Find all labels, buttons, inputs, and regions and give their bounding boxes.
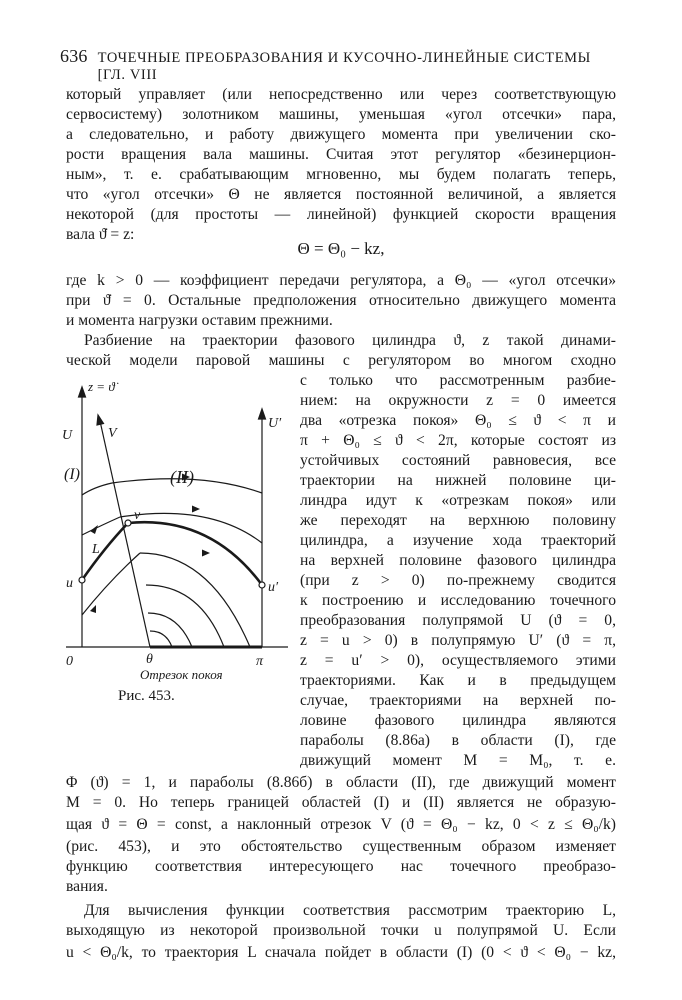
text-line: и момента нагрузки оставим прежними. — [66, 312, 333, 329]
point-v — [125, 520, 131, 526]
label-u-axis: U — [62, 428, 73, 443]
text-line: линдра идут к «отрезкам покоя» или — [300, 492, 616, 509]
v-segment — [100, 421, 150, 647]
text-line: ловине фазового цилиндра являются — [300, 712, 616, 729]
label-region-i: (I) — [64, 466, 80, 483]
trajectory — [150, 631, 172, 647]
text-line: траектории на нижней половине ци- — [300, 472, 616, 489]
text-line: щая ϑ = Θ = const, а наклонный отрезок V (ϑ = Θ₀ − kz, 0 < z ≤ Θ₀/k) — [66, 816, 616, 833]
v-arrow — [97, 415, 104, 425]
u-prime-arrow — [259, 409, 266, 419]
label-region-ii: (II) — [170, 467, 194, 487]
text-line: функцию соответствия интересующего нас точечного преобразо- — [66, 858, 616, 875]
text-line: u < Θ₀/k, то траектория L сначала пойдет в области (I) (0 < ϑ < Θ₀ − kz, — [66, 944, 616, 961]
point-u-prime — [259, 582, 265, 588]
text-line: ным», т. е. срабатывающим мгновенно, мы будем полагать теперь, — [66, 166, 616, 183]
direction-arrow — [90, 525, 98, 534]
trajectory-l — [82, 522, 262, 585]
trajectory — [82, 517, 120, 535]
label-point-u-prime: u′ — [268, 580, 279, 595]
axis-z-label: z = ϑ̇ — [88, 379, 115, 394]
label-point-v: v — [134, 508, 141, 523]
text-line: преобразования полупрямой U (ϑ = 0, — [300, 612, 616, 629]
text-line: нием: на окружности z = 0 имеется — [300, 392, 616, 409]
text-line: (рис. 453), и это обстоятельство существенным образом изменяет — [66, 838, 616, 855]
text-line: Разбиение на траектории фазового цилиндра ϑ, z такой динами- — [84, 332, 616, 349]
trajectory — [82, 483, 112, 495]
text-line: вала ϑ̇ = z: — [66, 226, 135, 243]
trajectory — [140, 553, 250, 647]
running-header — [60, 46, 620, 84]
text-line: на верхней половине фазового цилиндра — [300, 552, 616, 569]
text-line: выходящую из некоторой произвольной точки u полупрямой U. Если — [66, 922, 616, 939]
text-line: некоторой (для простоты — линейной) функцией скорости вращения — [66, 206, 616, 223]
trajectory — [120, 513, 262, 543]
figure-caption: Рис. 453. — [118, 688, 175, 704]
text-line: рости вращения вала машины. Считая этот регулятор «безинерцион- — [66, 146, 616, 163]
direction-arrow — [90, 605, 96, 613]
label-v: V — [108, 426, 117, 441]
text-line: с только что рассмотренным разбие- — [300, 372, 616, 389]
text-line: к построению и исследованию точечного — [300, 592, 616, 609]
text-line: где k > 0 — коэффициент передачи регулятора, а Θ₀ — «угол отсечки» — [66, 272, 616, 289]
label-rest-segment: Отрезок покоя — [140, 667, 223, 682]
text-line: z = u′ > 0), осуществляемого этими — [300, 652, 616, 669]
figure-453 — [60, 375, 292, 685]
text-line: ческой модели паровой машины с регулятором во многом сходно — [66, 352, 616, 369]
text-line: параболы (8.86а) в области (I), где — [300, 732, 616, 749]
label-pi: π — [256, 654, 264, 669]
z-axis-arrow — [79, 387, 86, 397]
direction-arrow — [202, 550, 210, 557]
text-line: вания. — [66, 878, 108, 895]
text-line: π + Θ₀ ≤ ϑ < 2π, которые состоят из — [300, 432, 616, 449]
text-line: при ϑ̇ = 0. Остальные предположения относительно движущего момента — [66, 292, 616, 309]
text-line: а следовательно, и работу движущего момента при увеличении ско- — [66, 126, 616, 143]
point-u — [79, 577, 85, 583]
text-line: случае, траекториями на верхней по- — [300, 692, 616, 709]
text-line: движущий момент M = M₀, т. е. — [300, 752, 616, 769]
label-theta: θ — [146, 652, 153, 667]
label-u-prime-axis: U′ — [268, 416, 282, 431]
text-line: устойчивых состояний равновесия, все — [300, 452, 616, 469]
display-formula: Θ = Θ₀ − kz, — [297, 239, 385, 258]
text-line: M = 0. Но теперь границей областей (I) и (II) является не образую- — [66, 794, 616, 811]
text-line: траекториями. Как и в предыдущем — [300, 672, 616, 689]
direction-arrow — [192, 506, 200, 513]
text-line: Φ (ϑ) = 1, и параболы (8.86б) в области (II), где движущий момент — [66, 774, 616, 791]
text-line: цилиндра, а изучение хода траекторий — [300, 532, 616, 549]
label-origin: 0 — [66, 654, 73, 669]
text-line: (при z > 0) по-прежнему сводится — [300, 572, 616, 589]
label-point-u: u — [66, 576, 73, 591]
label-l: L — [92, 542, 100, 557]
text-line: сервосистему) золотником машины, уменьшая «угол отсечки» пара, — [66, 106, 616, 123]
text-line: два «отрезка покоя» Θ₀ ≤ ϑ < π и — [300, 412, 616, 429]
page-number: 636 — [60, 46, 88, 66]
text-line: что «угол отсечки» Θ не является постоянной величиной, а является — [66, 186, 616, 203]
text-line: который управляет (или непосредственно или через соответствующую — [66, 86, 616, 103]
text-line: Для вычисления функции соответствия рассмотрим траекторию L, — [84, 902, 616, 919]
text-line: же переходят на верхнюю половину — [300, 512, 616, 529]
trajectory — [146, 585, 224, 647]
running-title: ТОЧЕЧНЫЕ ПРЕОБРАЗОВАНИЯ И КУСОЧНО-ЛИНЕЙНЫЕ СИСТЕМЫ [ГЛ. VIII — [97, 50, 591, 83]
text-line: z = u > 0) в полупрямую U′ (ϑ = π, — [300, 632, 616, 649]
